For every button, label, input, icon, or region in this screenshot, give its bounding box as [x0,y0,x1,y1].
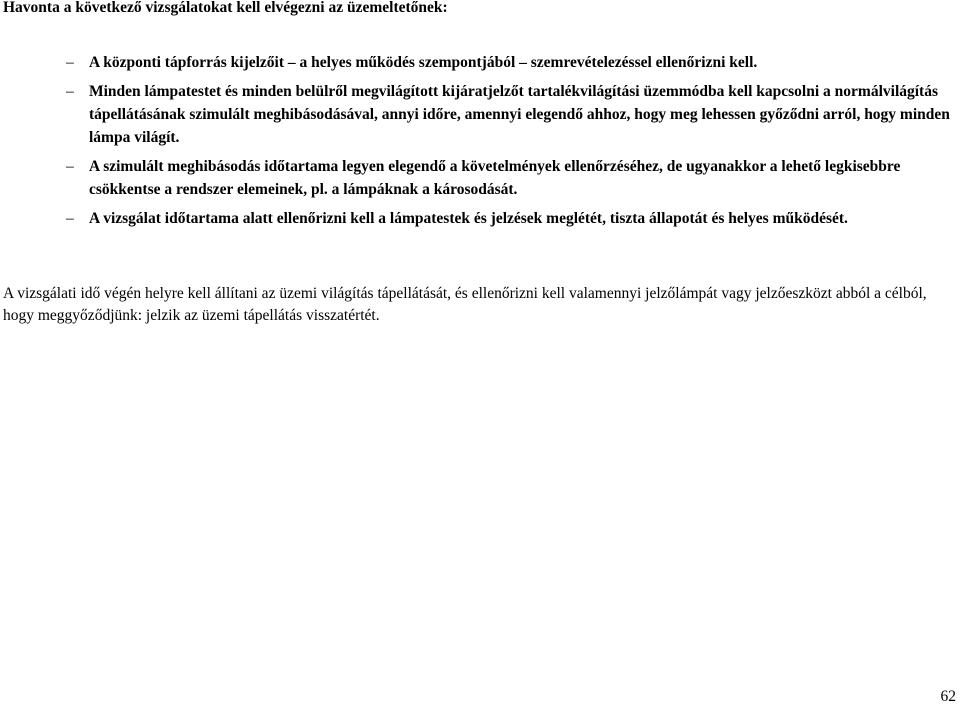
dash-bullet: – [66,83,74,100]
list-item [0,80,960,149]
dash-bullet: – [66,210,74,227]
list-item [0,155,960,201]
page-number: 62 [940,688,956,705]
list-item [0,51,960,74]
list-item-text: A központi tápforrás kijelzőit – a helyes működés szempontjából – szemrevételezéssel ellenőrizni kell. [89,54,758,71]
list-item-text: Minden lámpatestet és minden belülről megvilágított kijáratjelzőt tartalékvilágítási üzemmódba kell kapcsolni a normálvilágítás tápellátásának szimulált meghibásodásával, annyi időre, amennyi elegendő ahhoz, hogy meg lehessen győződni arról, hogy minden lámpa világít. [89,83,950,146]
inspection-list [0,51,960,236]
section-heading: Havonta a következő vizsgálatokat kell elvégezni az üzemeltetőnek: [3,0,448,16]
list-item-text: A vizsgálat időtartama alatt ellenőrizni kell a lámpatestek és jelzések meglétét, tiszta állapotát és helyes működését. [89,210,848,227]
list-item [0,207,960,230]
list-item-text: A szimulált meghibásodás időtartama legyen elegendő a követelmények ellenőrzéséhez, de ugyanakkor a lehető legkisebbre csökkentse a rendszer elemeinek, pl. a lámpáknak a károsodását. [89,158,901,198]
dash-bullet: – [66,158,74,175]
closing-paragraph: A vizsgálati idő végén helyre kell állítani az üzemi világítás tápellátását, és ellenőrizni kell valamennyi jelzőlámpát vagy jelzőeszközt abból a célból, hogy meggyőződjünk: jelzik az üzemi tápellátás visszatértét. [3,284,927,324]
dash-bullet: – [66,54,74,71]
